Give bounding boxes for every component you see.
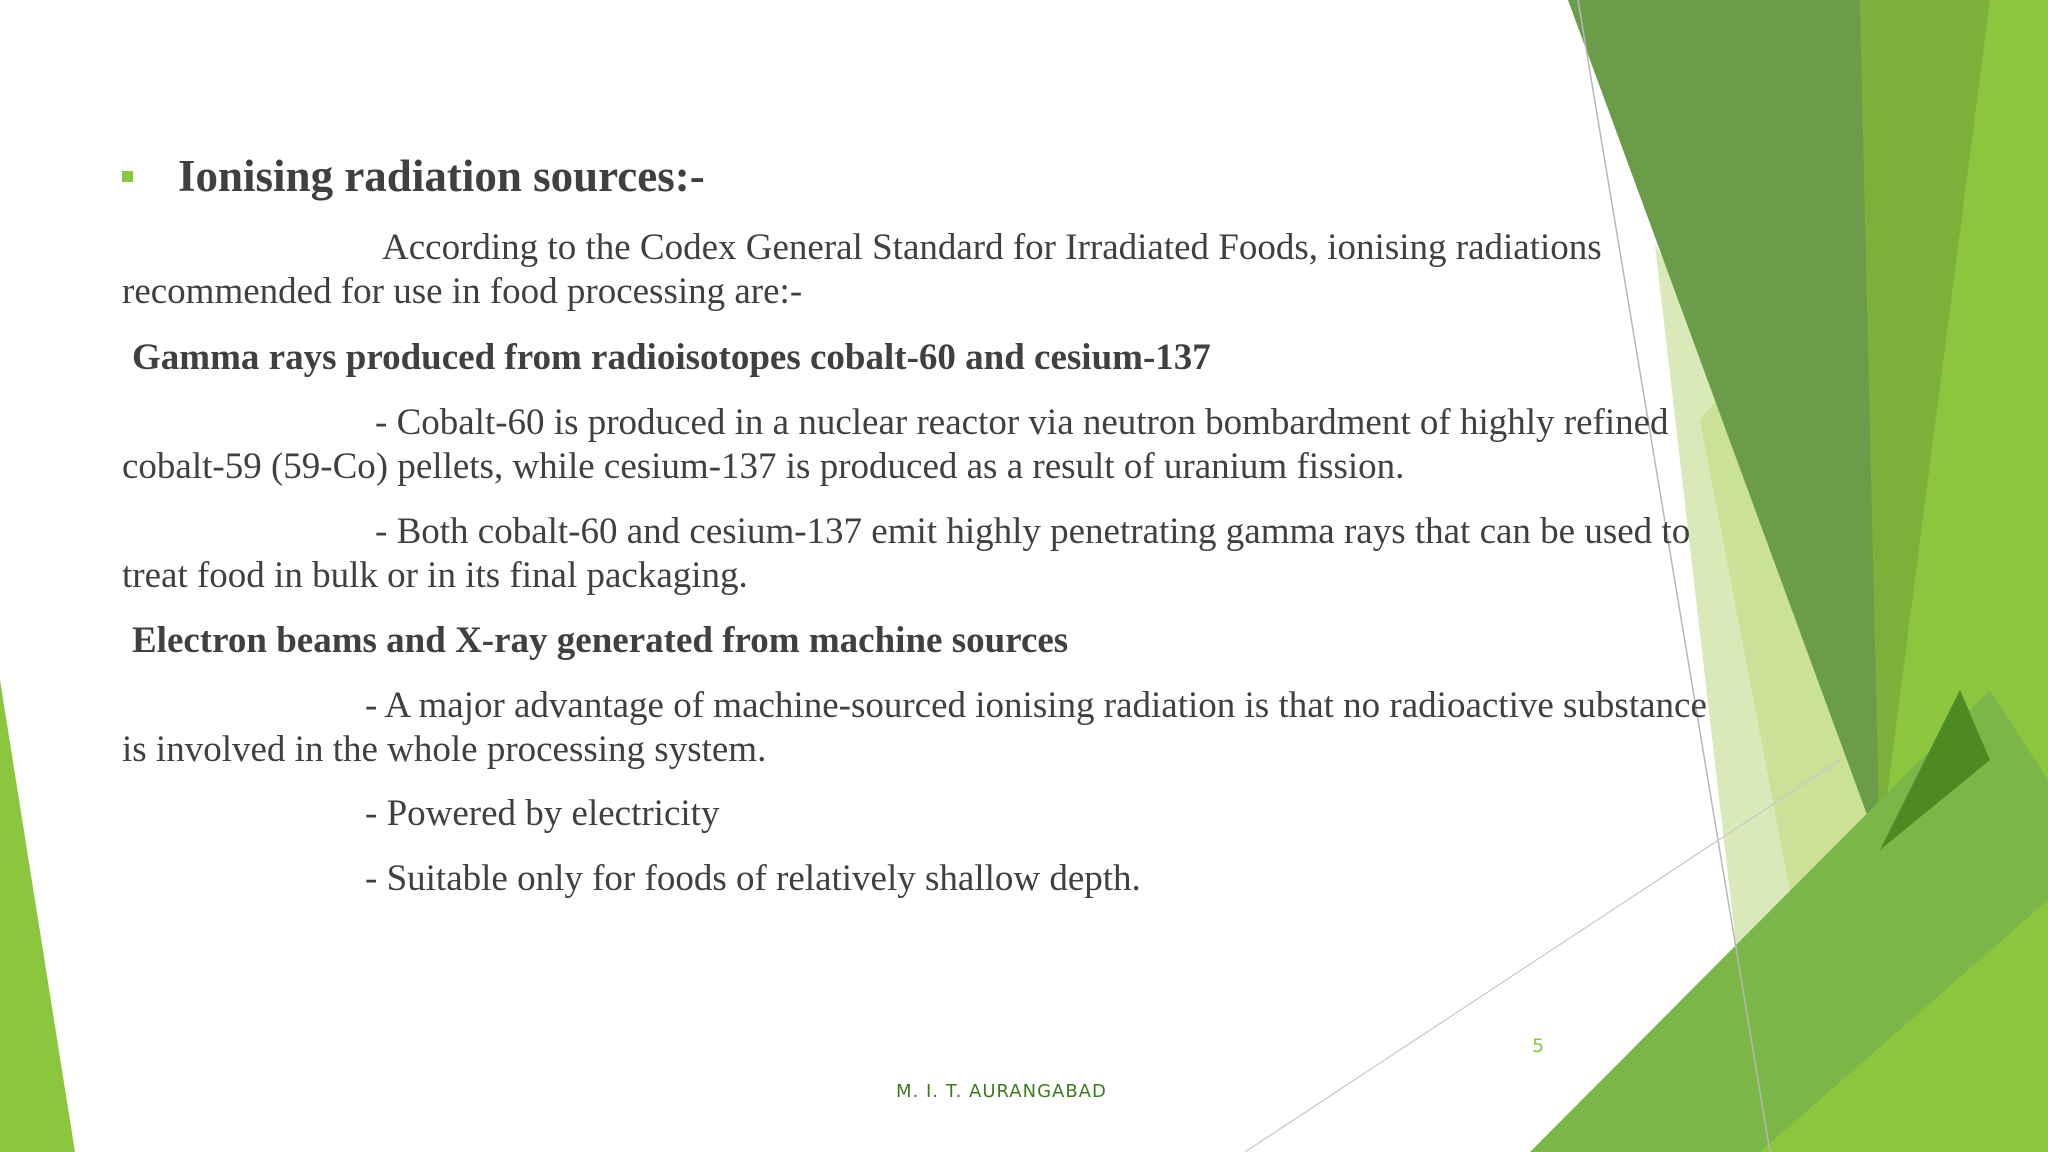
- gamma-p1-line-2: cobalt-59 (59-Co) pellets, while cesium-137 is produced as a result of uranium fission.: [122, 446, 1405, 487]
- gamma-p2-line-1: - Both cobalt-60 and cesium-137 emit highly penetrating gamma rays that can be used to: [375, 511, 1691, 552]
- gamma-paragraph-1: [122, 401, 1852, 489]
- electron-paragraph-1: [122, 684, 1852, 772]
- gamma-p1-line-1: - Cobalt-60 is produced in a nuclear reactor via neutron bombardment of highly refined: [375, 402, 1669, 443]
- electron-paragraph-3: - Suitable only for foods of relatively shallow depth.: [365, 858, 1141, 899]
- gamma-heading: Gamma rays produced from radioisotopes cobalt-60 and cesium-137: [132, 337, 1211, 378]
- intro-line-2: recommended for use in food processing are:-: [122, 271, 803, 312]
- electron-paragraph-2: - Powered by electricity: [365, 793, 720, 834]
- electron-p1-line-2: is involved in the whole processing system.: [122, 729, 767, 770]
- page-number: 5: [1532, 1035, 1545, 1057]
- electron-p1-line-1: - A major advantage of machine-sourced ionising radiation is that no radioactive substance: [365, 685, 1707, 726]
- intro-paragraph: [122, 226, 1852, 314]
- gamma-paragraph-2: [122, 510, 1852, 598]
- gamma-p2-line-2: treat food in bulk or in its final packaging.: [122, 555, 748, 596]
- title-row: [122, 150, 705, 202]
- footer-text: M. I. T. AURANGABAD: [896, 1081, 1107, 1102]
- slide-title: Ionising radiation sources:-: [178, 151, 705, 201]
- electron-heading: Electron beams and X-ray generated from machine sources: [132, 620, 1069, 661]
- intro-line-1: According to the Codex General Standard for Irradiated Foods, ionising radiations: [382, 227, 1602, 268]
- square-bullet-icon: [122, 171, 133, 182]
